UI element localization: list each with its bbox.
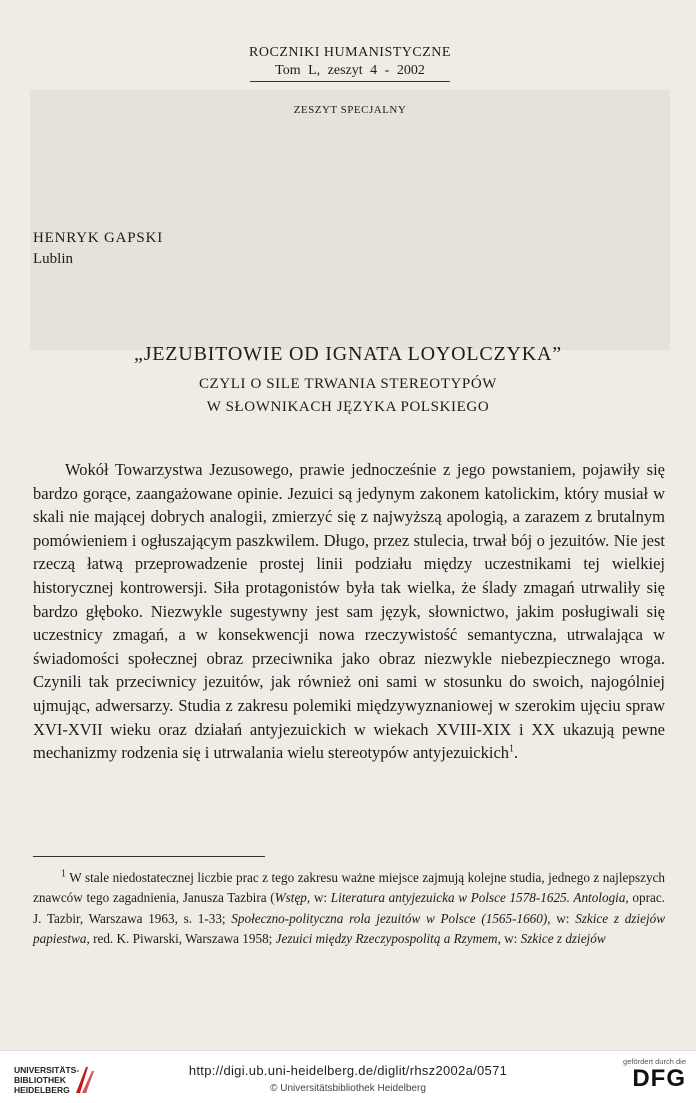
author-name: HENRYK GAPSKI [33,230,163,246]
footnote-italic-title: Społeczno-polityczna rola jezuitów w Polsce (1565-1660) [231,910,548,926]
footnote-text: , red. K. Piwarski, Warszawa 1958; [86,930,276,946]
footnote-reference[interactable]: 1 [509,743,515,755]
body-paragraph: Wokół Towarzystwa Jezusowego, prawie jednocześnie z jego powstaniem, pojawiły się bardzo gorące, zaangażowane opinie. Jezuici są jedynym zakonem katolickim, który musiał w skali nie mającej dobrych analogii, zmierzyć się z najwyższą apologią, a zarazem z brutalnym pomówieniem i ogłuszającym paszkwilem. Długo, przez stulecia, trwał bój o jezuitów. Nie jest rzeczą łatwą przeprowadzenie prostej linii podziału między uczestnikami tej wielkiej historycznej kontrowersji. Siła protagonistów była tak wielka, że ślady zmagań utrwaliły się bardzo głęboko. Niezwykle sugestywny jest sam język, słownictwo, jakim posługiwali się uczestnicy zmagań, a w konsekwencji nowa rzeczywistość semantyczna, utrwalająca w świadomości społecznej obraz przeciwnika jako obraz niezwykle niebezpiecznego wroga. Czynili tak przeciwnicy jezuitów, jak również oni sami w stosunku do swoich, najogólniej ujmując, adwersarzy. Studia z zakresu polemiki międzywyznaniowej w szerokim ujęciu spraw XVI-XVII wieku oraz działań antyjezuickich w wiekach XVIII-XIX i XX ukazują pewne mechanizmy rodzenia się i utrwalania wielu stereotypów antyjezuickich$^1$. [33,460,665,763]
footnote-text: , w: [306,890,331,906]
article-body [33,458,665,765]
library-name-line: UNIVERSITÄTS- [14,1065,80,1075]
bleed-through-shadow [30,90,670,350]
footnote-divider [33,856,265,857]
footnote-text: , oprac. J. Tazbir, Warszawa 1963, s. 1-33; [33,890,665,926]
footnote-text: W stale niedostatecznej liczbie prac z tego zakresu ważne miejsce zajmują kolejne studia, jednego z najlepszych znawców tego zagadnienia, Janusza Tazbira ( [33,870,665,906]
footnote-italic-title: Literatura antyjezuicka w Polsce 1578-1625. Antologia [330,890,626,906]
library-name-line: BIBLIOTHEK [14,1075,66,1085]
article-subtitle-line-2: W SŁOWNIKACH JĘZYKA POLSKIEGO [206,399,490,415]
footnote-italic-title: Jezuici między Rzeczypospolitą a Rzymem [275,930,498,946]
footnote-italic-title: Szkice z dziejów [520,930,606,946]
library-name-line: HEIDELBERG [14,1085,70,1095]
footnote-italic-title: Wstęp [274,890,307,906]
footnote-italic-title: Szkice z dziejów papiestwa [33,910,665,946]
copyright-notice: © Universitätsbibliothek Heidelberg [270,1083,426,1094]
running-header [180,44,520,116]
special-issue-label: ZESZYT SPECJALNY [293,104,407,116]
author-city: Lublin [33,251,73,267]
body-text: Wokół Towarzystwa Jezusowego, prawie jednocześnie z jego powstaniem, pojawiły się bardzo gorące, zaangażowane opinie. Jezuici są jedynym zakonem katolickim, który musiał w skali nie mającej dobrych analogii, zmierzyć się z najwyższą apologią, a zarazem z brutalnym pomówieniem i ogłuszającym paszkwilem. Długo, przez stulecia, trwał bój o jezuitów. Nie jest rzeczą łatwą przeprowadzenie prostej linii podziału między uczestnikami tej wielkiej historycznej kontrowersji. Siła protagonistów była tak wielka, że ślady zmagań utrwaliły się bardzo głęboko. Niezwykle sugestywny jest sam język, słownictwo, jakim posługiwali się uczestnicy zmagań, a w konsekwencji nowa rzeczywistość semantyczna, utrwalająca w świadomości społecznej obraz przeciwnika jako obraz niezwykle niebezpiecznego wroga. Czynili tak przeciwnicy jezuitów, jak również oni sami w stosunku do swoich, najogólniej ujmując, adwersarzy. Studia z zakresu polemiki międzywyznaniowej w szerokim ujęciu spraw XVI-XVII wieku oraz działań antyjezuickich w wiekach XVIII-XIX i XX ukazują pewne mechanizmy rodzenia się i utrwalania wielu stereotypów antyjezuickich [33,460,665,763]
footnote-marker: 1 [61,868,66,880]
footnote-paragraph [33,868,665,949]
footnote-text: , w: [547,910,576,926]
journal-title: ROCZNIKI HUMANISTYCZNE [249,45,451,60]
article-title: „JEZUBITOWIE OD IGNATA LOYOLCZYKA” [134,343,562,365]
permalink-url[interactable]: http://digi.ub.uni-heidelberg.de/diglit/rhsz2002a/0571 [188,1063,508,1078]
article-subtitle-line-1: CZYLI O SILE TRWANIA STEREOTYPÓW [198,376,498,392]
dfg-logo-text: DFG [632,1065,686,1092]
footnote-text: , w: [497,930,521,946]
dfg-funding-logo[interactable] [614,1057,686,1092]
digitization-footer [0,1050,696,1103]
footnote [33,868,665,949]
funded-by-label: gefördert durch die [623,1057,686,1066]
volume-line: Tom L, zeszyt 4 - 2002 [250,62,450,82]
